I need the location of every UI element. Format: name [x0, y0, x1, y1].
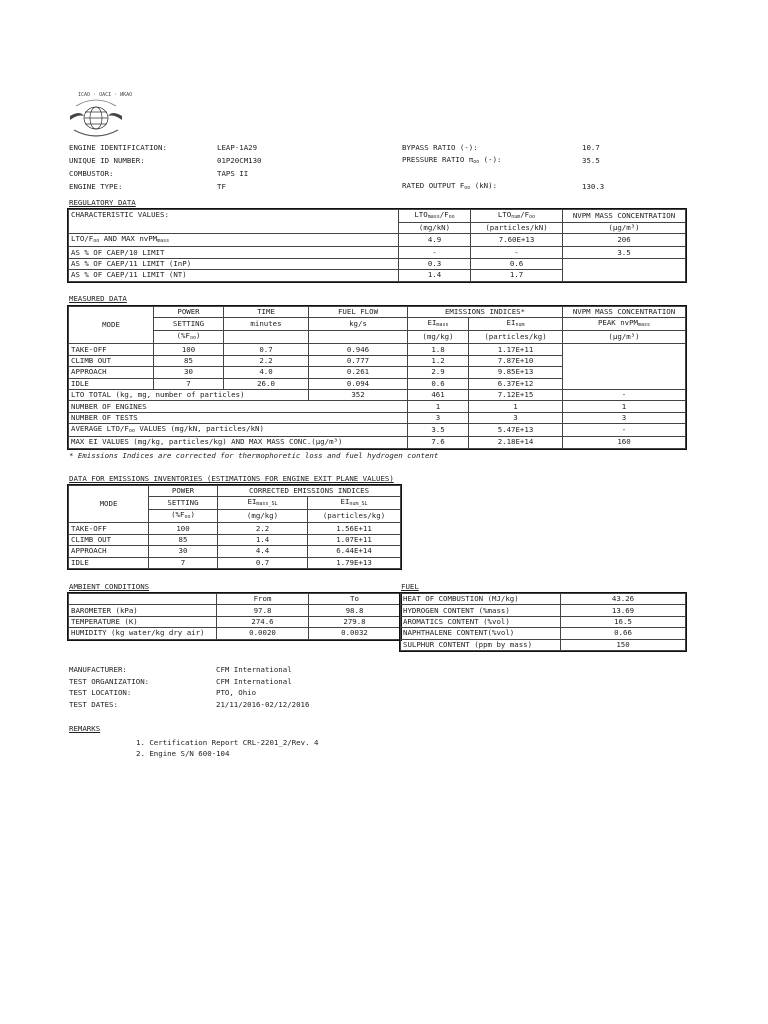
measured-title: MEASURED DATA	[69, 294, 127, 303]
footnote: * Emissions Indices are corrected for thermophoretic loss and fuel hydrogen content	[69, 451, 439, 460]
lto-num: 7.12E+15	[469, 389, 563, 400]
table-row	[69, 546, 401, 557]
table-row	[69, 557, 401, 568]
num-engines-value: 1	[563, 401, 686, 412]
fuel-label: AROMATICS CONTENT (%vol)	[401, 616, 561, 627]
ei-num-unit: (particles/kg)	[469, 331, 563, 344]
reg-col1-unit: (mg/kN)	[399, 223, 471, 234]
engine-info	[69, 142, 629, 194]
lto-mass: 461	[408, 389, 469, 400]
power-header-2: SETTING	[154, 318, 224, 331]
mode-cell: IDLE	[69, 557, 149, 568]
inventory-title: DATA FOR EMISSIONS INVENTORIES (ESTIMATIONS FOR ENGINE EXIT PLANE VALUES)	[69, 474, 394, 483]
time-cell: 26.0	[224, 378, 309, 389]
fuel-cell: 0.777	[309, 355, 408, 366]
inventory-table	[68, 485, 401, 569]
nvpm-peak-header: PEAK nvPM$_{mass}$	[563, 318, 686, 331]
reg-value: 206	[563, 234, 686, 247]
fuel-title: FUEL	[401, 582, 419, 591]
power-cell: 7	[154, 378, 224, 389]
table-row	[69, 523, 401, 534]
time-cell: 2.2	[224, 355, 309, 366]
ambient-to: 0.0032	[309, 628, 401, 639]
regulatory-table	[68, 209, 686, 282]
table-row	[401, 628, 686, 639]
time-cell: 4.0	[224, 367, 309, 378]
fuel-cell: 0.946	[309, 344, 408, 355]
num-engines-value: 1	[408, 401, 469, 412]
reg-row-label: AS % OF CAEP/11 LIMIT (NT)	[69, 270, 399, 281]
table-row	[69, 412, 686, 423]
to-header: To	[309, 594, 401, 605]
reg-col3-unit: (µg/m³)	[563, 223, 686, 234]
ei-num-cell: 9.85E+13	[469, 367, 563, 378]
table-row	[69, 247, 686, 258]
average-value: -	[563, 424, 686, 437]
table-row	[69, 258, 686, 269]
ei-mass-header: $EI_{mass}$	[408, 318, 469, 331]
max-value: 160	[563, 437, 686, 448]
lto-total-row	[69, 389, 686, 400]
fuel-flow-header: FUEL FLOW	[309, 307, 408, 318]
ei-num-cell: 1.17E+11	[469, 344, 563, 355]
num-engines-label: NUMBER OF ENGINES	[69, 401, 408, 412]
reg-row-label: AS % OF CAEP/11 LIMIT (InP)	[69, 258, 399, 269]
num-tests-value: 3	[563, 412, 686, 423]
mode-cell: IDLE	[69, 378, 154, 389]
ambient-label: TEMPERATURE (K)	[69, 616, 217, 627]
mode-cell: APPROACH	[69, 546, 149, 557]
max-value: 2.18E+14	[469, 437, 563, 448]
mode-cell: TAKE-OFF	[69, 523, 149, 534]
engine-identification-label: ENGINE IDENTIFICATION:	[69, 143, 167, 152]
ei-mass-unit: (mg/kg)	[408, 331, 469, 344]
manufacturer: CFM International	[216, 665, 292, 674]
reg-value: 1.4	[399, 270, 471, 281]
ei-mass-cell: 1.8	[408, 344, 469, 355]
time-header: TIME	[224, 307, 309, 318]
reg-value: -	[471, 247, 563, 258]
manufacturer-label: MANUFACTURER:	[69, 665, 127, 674]
reg-value: 3.5	[563, 247, 686, 258]
fuel-label: HEAT OF COMBUSTION (MJ/kg)	[401, 594, 561, 605]
table-row	[69, 234, 686, 247]
reg-col1-header: $LTO_{mass}/F_{oo}$	[399, 210, 471, 223]
ambient-title: AMBIENT CONDITIONS	[69, 582, 150, 591]
pressure-ratio: 35.5	[582, 156, 600, 165]
reg-col2-header: $LTO_{num}/F_{oo}$	[471, 210, 563, 223]
fuel-value: 43.26	[561, 594, 686, 605]
remarks-title: REMARKS	[69, 724, 101, 733]
reg-col3-header: NVPM MASS CONCENTRATION	[563, 210, 686, 223]
ei-num-cell: 6.37E+12	[469, 378, 563, 389]
table-row	[69, 437, 686, 448]
fuel-label: HYDROGEN CONTENT (%mass)	[401, 605, 561, 616]
table-row	[401, 616, 686, 627]
power-cell: 100	[149, 523, 218, 534]
ei-num-sl-cell: 1.56E+11	[308, 523, 401, 534]
pressure-ratio-label: PRESSURE RATIO $\pi_{oo}$ (-):	[402, 154, 502, 165]
ei-mass-cell: 2.9	[408, 367, 469, 378]
test-dates: 21/11/2016-02/12/2016	[216, 699, 310, 709]
power-header: POWER	[149, 486, 218, 497]
rated-output: 130.3	[582, 182, 605, 191]
ei-num-cell: 7.87E+10	[469, 355, 563, 366]
remark-item: 2. Engine S/N 600-104	[136, 749, 230, 758]
reg-value: 0.3	[399, 258, 471, 269]
reg-value: 4.9	[399, 234, 471, 247]
table-row	[69, 424, 686, 437]
logo-text: ICAO · OACI · ИКАО	[78, 92, 133, 98]
ei-mass-sl-header: $EI_{mass\_SL}$	[218, 497, 308, 510]
ambient-from: 274.6	[217, 616, 309, 627]
characteristic-label: CHARACTERISTIC VALUES:	[69, 210, 399, 234]
power-header: POWER	[154, 307, 224, 318]
remark-item: 1. Certification Report CRL-2201_2/Rev. 4	[136, 738, 319, 747]
unique-id: 01P20CM130	[217, 156, 262, 165]
power-cell: 100	[154, 344, 224, 355]
power-cell: 30	[154, 367, 224, 378]
time-unit: minutes	[224, 318, 309, 331]
fuel-value: 13.69	[561, 605, 686, 616]
ei-mass-cell: 1.2	[408, 355, 469, 366]
table-row	[401, 594, 686, 605]
ei-mass-sl-unit: (mg/kg)	[218, 510, 308, 523]
num-engines-value: 1	[469, 401, 563, 412]
engine-type: TF	[217, 182, 226, 191]
ei-mass-cell: 0.6	[408, 378, 469, 389]
engine-type-label: ENGINE TYPE:	[69, 182, 123, 191]
ei-mass-sl-cell: 4.4	[218, 546, 308, 557]
lto-fuel: 352	[309, 389, 408, 400]
power-unit: $(\%F_{oo})$	[154, 331, 224, 344]
table-row	[401, 605, 686, 616]
mode-header: MODE	[69, 307, 154, 344]
ei-num-header: $EI_{num}$	[469, 318, 563, 331]
ei-mass-sl-cell: 2.2	[218, 523, 308, 534]
power-cell: 30	[149, 546, 218, 557]
max-label: MAX EI VALUES (mg/kg, particles/kg) AND MAX MASS CONC.(µg/m³)	[69, 437, 408, 448]
table-row	[69, 401, 686, 412]
combustor: TAPS II	[217, 169, 249, 178]
average-label: AVERAGE LTO/$F_{oo}$ VALUES (mg/kN, particles/kN)	[69, 424, 408, 437]
icao-emblem-icon	[66, 92, 126, 144]
rated-output-label: RATED OUTPUT $F_{oo}$ (kN):	[402, 180, 498, 191]
corrected-indices-header: CORRECTED EMISSIONS INDICES	[218, 486, 401, 497]
reg-value: 7.60E+13	[471, 234, 563, 247]
ei-num-sl-cell: 1.07E+11	[308, 534, 401, 545]
average-value: 5.47E+13	[469, 424, 563, 437]
engine-identification: LEAP-1A29	[217, 143, 258, 152]
mode-header: MODE	[69, 486, 149, 523]
reg-value: 0.6	[471, 258, 563, 269]
bypass-ratio-label: BYPASS RATIO (-):	[402, 143, 478, 152]
test-location: PTO, Ohio	[216, 688, 257, 697]
mode-cell: TAKE-OFF	[69, 344, 154, 355]
ambient-label: HUMIDITY (kg water/kg dry air)	[69, 628, 217, 639]
unique-id-label: UNIQUE ID NUMBER:	[69, 156, 145, 165]
fuel-label: SULPHUR CONTENT (ppm by mass)	[401, 639, 561, 650]
mode-cell: APPROACH	[69, 367, 154, 378]
num-tests-value: 3	[469, 412, 563, 423]
power-cell: 7	[149, 557, 218, 568]
fuel-value: 150	[561, 639, 686, 650]
table-row	[401, 639, 686, 650]
reg-value: -	[399, 247, 471, 258]
ei-num-sl-header: $EI_{num\_SL}$	[308, 497, 401, 510]
from-header: From	[217, 594, 309, 605]
fuel-table	[400, 593, 686, 651]
power-cell: 85	[149, 534, 218, 545]
num-tests-label: NUMBER OF TESTS	[69, 412, 408, 423]
nvpm-header: NVPM MASS CONCENTRATION	[563, 307, 686, 318]
test-org: CFM International	[216, 676, 292, 686]
reg-row-label: AS % OF CAEP/10 LIMIT	[69, 247, 399, 258]
ambient-label: BAROMETER (kPa)	[69, 605, 217, 616]
power-unit: $(\%F_{oo})$	[149, 510, 218, 523]
fuel-label: NAPHTHALENE CONTENT(%vol)	[401, 628, 561, 639]
regulatory-title: REGULATORY DATA	[69, 198, 136, 207]
fuel-cell: 0.261	[309, 367, 408, 378]
max-value: 7.6	[408, 437, 469, 448]
average-value: 3.5	[408, 424, 469, 437]
ei-mass-sl-cell: 1.4	[218, 534, 308, 545]
fuel-flow-unit: kg/s	[309, 318, 408, 331]
ei-num-sl-cell: 1.79E+13	[308, 557, 401, 568]
ei-num-sl-unit: (particles/kg)	[308, 510, 401, 523]
ambient-from: 0.0020	[217, 628, 309, 639]
lto-total-label: LTO TOTAL (kg, mg, number of particles)	[69, 389, 309, 400]
reg-row-label: LTO/$F_{oo}$ AND MAX nvPM$_{mass}$	[69, 234, 399, 247]
reg-value	[563, 258, 686, 281]
test-location-label: TEST LOCATION:	[69, 688, 132, 697]
time-cell: 0.7	[224, 344, 309, 355]
ambient-table	[68, 593, 401, 640]
ambient-from: 97.8	[217, 605, 309, 616]
measured-table	[68, 306, 686, 449]
power-header-2: SETTING	[149, 497, 218, 510]
emissions-indices-header: EMISSIONS INDICES*	[408, 307, 563, 318]
table-row	[69, 605, 401, 616]
fuel-cell: 0.094	[309, 378, 408, 389]
table-row	[69, 616, 401, 627]
table-row	[69, 534, 401, 545]
test-dates-label: TEST DATES:	[69, 699, 118, 709]
ei-num-sl-cell: 6.44E+14	[308, 546, 401, 557]
fuel-value: 0.66	[561, 628, 686, 639]
test-info	[69, 664, 369, 710]
lto-nvpm: -	[563, 389, 686, 400]
ambient-to: 98.8	[309, 605, 401, 616]
ambient-to: 279.8	[309, 616, 401, 627]
num-tests-value: 3	[408, 412, 469, 423]
mode-cell: CLIMB OUT	[69, 534, 149, 545]
power-cell: 85	[154, 355, 224, 366]
reg-col2-unit: (particles/kN)	[471, 223, 563, 234]
reg-value: 1.7	[471, 270, 563, 281]
combustor-label: COMBUSTOR:	[69, 169, 114, 178]
ei-mass-sl-cell: 0.7	[218, 557, 308, 568]
nvpm-unit: (µg/m³)	[563, 331, 686, 344]
test-org-label: TEST ORGANIZATION:	[69, 676, 150, 686]
table-row	[69, 628, 401, 639]
mode-cell: CLIMB OUT	[69, 355, 154, 366]
table-row	[69, 344, 686, 355]
fuel-value: 16.5	[561, 616, 686, 627]
bypass-ratio: 10.7	[582, 143, 600, 152]
